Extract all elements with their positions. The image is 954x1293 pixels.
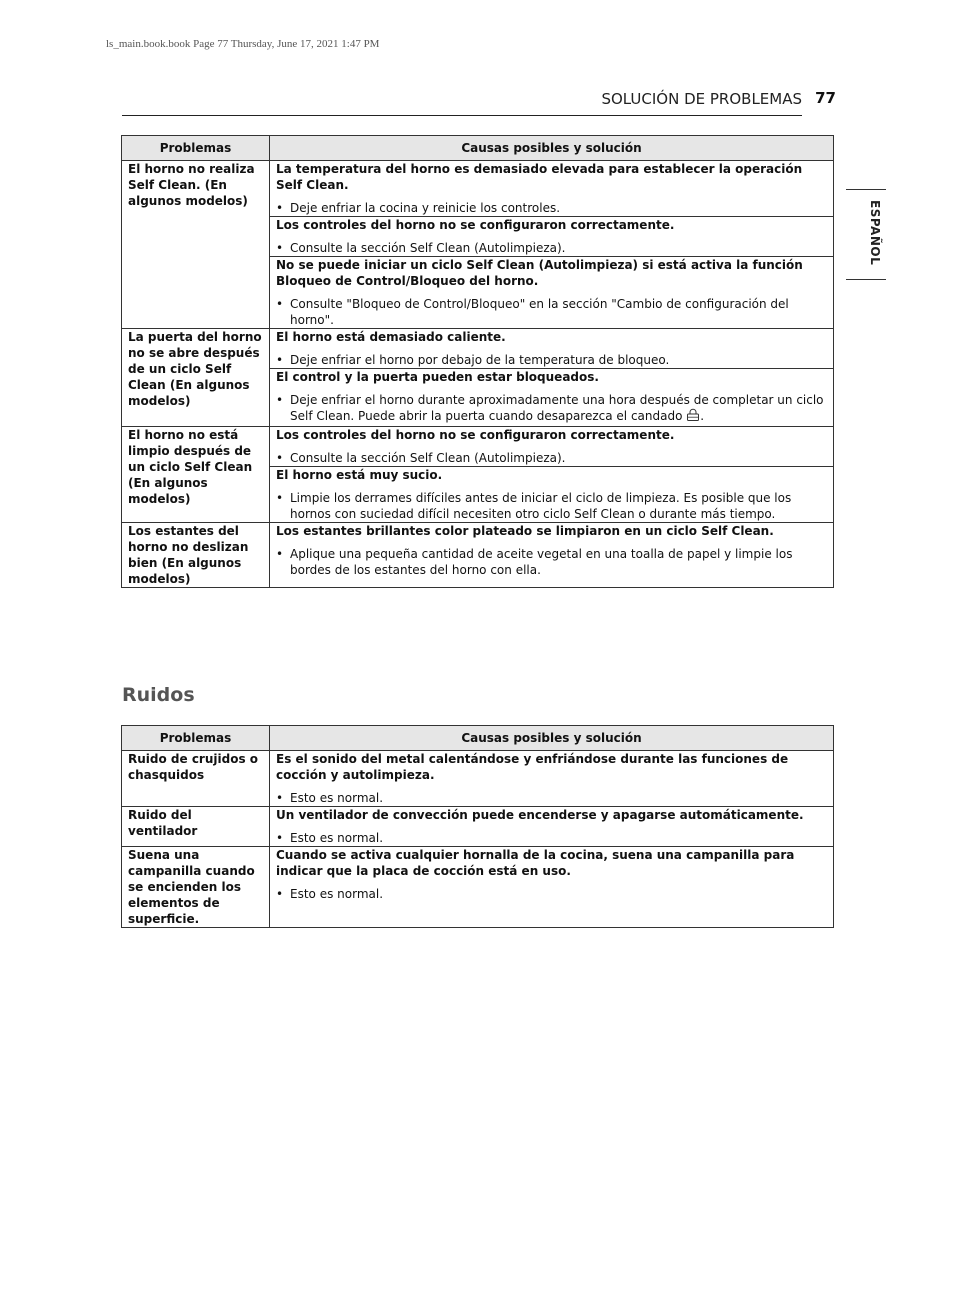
solution-item: • Deje enfriar el horno por debajo de la temperatura de bloqueo. (276, 352, 827, 368)
cause-title: El horno está demasiado caliente. (276, 330, 506, 344)
table-header-row (122, 726, 834, 751)
column-header-problem: Problemas (122, 726, 270, 751)
table-row (122, 751, 834, 807)
solution-item: • Deje enfriar la cocina y reinicie los controles. (276, 200, 827, 216)
problem-cell: La puerta del horno no se abre después de un ciclo Self Clean (En algunos modelos) (122, 329, 270, 427)
cause-cell (270, 369, 834, 427)
problem-cell: Ruido de crujidos o chasquidos (122, 751, 270, 807)
problem-cell: Ruido del ventilador (122, 807, 270, 847)
cause-cell (270, 751, 834, 807)
table-row (122, 807, 834, 847)
column-header-cause: Causas posibles y solución (270, 726, 834, 751)
table-row (122, 847, 834, 928)
page-number: 77 (815, 89, 836, 107)
lock-icon (686, 408, 700, 426)
problem-cell: Los estantes del horno no deslizan bien (En algunos modelos) (122, 523, 270, 588)
page-header (122, 89, 802, 116)
table-row (122, 161, 834, 217)
problem-cell: El horno no realiza Self Clean. (En algunos modelos) (122, 161, 270, 329)
cause-cell (270, 807, 834, 847)
cause-title: Cuando se activa cualquier hornalla de la cocina, suena una campanilla para indicar que la placa de cocción está en uso. (276, 848, 795, 878)
troubleshooting-table-noises (121, 725, 834, 928)
cause-cell (270, 257, 834, 329)
cause-cell (270, 467, 834, 523)
cause-title: El horno está muy sucio. (276, 468, 443, 482)
cause-cell (270, 847, 834, 928)
problem-cell: El horno no está limpio después de un ciclo Self Clean (En algunos modelos) (122, 427, 270, 523)
solution-text-end: . (700, 409, 705, 423)
cause-cell (270, 523, 834, 588)
cause-title: Los estantes brillantes color plateado se limpiaron en un ciclo Self Clean. (276, 524, 774, 538)
cause-cell (270, 161, 834, 217)
table-row (122, 329, 834, 369)
troubleshooting-table-self-clean (121, 135, 834, 588)
solution-item: • Consulte "Bloqueo de Control/Bloqueo" en la sección "Cambio de configuración del horno". (276, 296, 827, 328)
cause-title: La temperatura del horno es demasiado elevada para establecer la operación Self Clean. (276, 162, 803, 192)
cause-title: No se puede iniciar un ciclo Self Clean (Autolimpieza) si está activa la función Bloqueo de Control/Bloqueo del horno. (276, 258, 803, 288)
table-header-row (122, 136, 834, 161)
solution-text: Deje enfriar el horno durante aproximadamente una hora después de completar un ciclo Self Clean. Puede abrir la puerta cuando desaparezca el candado (290, 393, 824, 423)
cause-title: El control y la puerta pueden estar bloqueados. (276, 370, 599, 384)
language-side-tab (846, 189, 886, 280)
solution-item: • Esto es normal. (276, 830, 827, 846)
table-row (122, 427, 834, 467)
solution-item: • Esto es normal. (276, 886, 827, 902)
cause-cell (270, 427, 834, 467)
cause-title: Un ventilador de convección puede encenderse y apagarse automáticamente. (276, 808, 804, 822)
cause-title: Los controles del horno no se configuraron correctamente. (276, 218, 675, 232)
print-info-line: ls_main.book.book Page 77 Thursday, June 17, 2021 1:47 PM (106, 38, 380, 50)
cause-title: Es el sonido del metal calentándose y enfriándose durante las funciones de cocción y autolimpieza. (276, 752, 789, 782)
column-header-problem: Problemas (122, 136, 270, 161)
solution-item: • Esto es normal. (276, 790, 827, 806)
language-label: ESPAÑOL (868, 200, 882, 266)
section-heading-noises: Ruidos (122, 684, 195, 706)
cause-cell (270, 329, 834, 369)
solution-item (276, 392, 827, 426)
solution-item: • Consulte la sección Self Clean (Autolimpieza). (276, 450, 827, 466)
problem-cell: Suena una campanilla cuando se encienden los elementos de superficie. (122, 847, 270, 928)
table-row (122, 523, 834, 588)
cause-title: Los controles del horno no se configuraron correctamente. (276, 428, 675, 442)
section-title: SOLUCIÓN DE PROBLEMAS (601, 90, 802, 108)
solution-item: • Aplique una pequeña cantidad de aceite vegetal en una toalla de papel y limpie los bordes de los estantes del horno con ella. (276, 546, 827, 578)
cause-cell (270, 217, 834, 257)
solution-item: • Limpie los derrames difíciles antes de iniciar el ciclo de limpieza. Es posible que los hornos con suciedad difícil necesiten otro ciclo Self Clean o durante más tiempo. (276, 490, 827, 522)
solution-item: • Consulte la sección Self Clean (Autolimpieza). (276, 240, 827, 256)
column-header-cause: Causas posibles y solución (270, 136, 834, 161)
